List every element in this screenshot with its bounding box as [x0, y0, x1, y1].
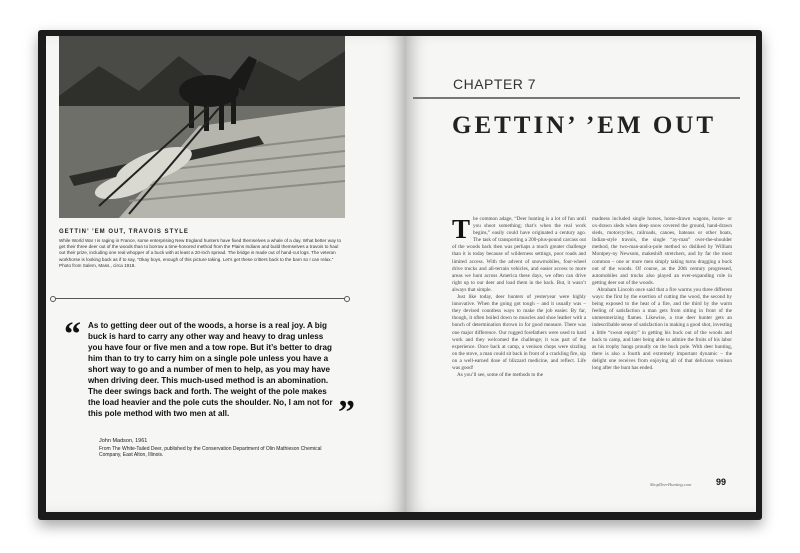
section-divider — [50, 296, 350, 302]
quote-attribution-source: From The White-Tailed Deer, published by the Conservation Department of Olin Mathieson Chemical Company, East Alton, Illinois. — [99, 446, 322, 459]
body-column-2 — [592, 216, 732, 372]
drop-cap: T — [452, 214, 471, 244]
chapter-rule — [413, 97, 740, 99]
historical-photo — [59, 36, 345, 218]
paragraph: The common adage, “Deer hunting is a lot of fun until you shoot something; that’s when the real work begins,” easily could have originated a century ago. The task of transporting a 200-plus-pound carcass out of the woods back then was perhaps a much greater challenge than it is today because of wilderness settings, poor roads and limited access. With the advent of snowmobiles, four-wheel drive trucks and all-terrain vehicles, and easier access to more areas we hunt across America these days, we often can drive right up to our deer and load them in the back. But, it wasn’t always that simple. — [452, 214, 586, 293]
photo-illustration — [59, 36, 345, 218]
pull-quote: As to getting deer out of the woods, a horse is a real joy. A big buck is hard to carry any other way and heavy to drag unless you have four or five men and a tow rope. But it’s better to drag him than to try to carry him on a single pole unless you have a short way to go and a number of men to help, as you may have when driving deer. This much-used method is an abomination. The deer swings back and forth. The weight of the pole makes the load heavier and the pole cuts the shoulder. No, I am not for this pole method with two men at all. — [88, 321, 333, 418]
photo-caption-body: While World War I is raging in France, some enterprising New England hunters have fixed themselves a whale of a day. What better way to get their three deer out of the woods than to borrow a time-honored method from the Plains Indians and build themselves a travois to haul out their prize, including one real whopper of a buck with at least a 20-inch spread. The bridge is made out of hand-cut logs. The veteran workhorse is looking back as if to say, “Okay boys, enough of this picture taking. Let’s get these critters back to the barn so I can relax.” Photo from Salem, Mass., circa 1918. — [59, 238, 342, 268]
paragraph: Just like today, deer hunters of yesteryear were highly innovative. When the going got tough – and it usually was – they devised countless ways to make the job easier. By far, though, it often boiled down to muscles and shoe leather with a bunch of determination thrown in for good measure. There was one major difference. Our rugged forefathers were used to hard work and they welcomed the challenge; it was part of the experience. Once back at camp, a venison chops were sizzling on the stove, a man could sit back in front of a crackling fire, sip on a well-earned dose of blizzard medicine, and reflect. Life was good! — [452, 294, 586, 371]
photo-caption-title: GETTIN’ ’EM OUT, TRAVOIS STYLE — [59, 229, 189, 235]
footer-url: ShopDeerHunting.com — [650, 482, 692, 487]
close-quote-mark: ” — [338, 394, 355, 431]
chapter-label: CHAPTER 7 — [453, 76, 537, 92]
paragraph: madness included single horses, horse-drawn wagons, horse- or ox-drawn sleds when deep snow covered the ground, hand-drawn sleds, motorcycles, railroads, canoes, bateaus or other boats, Indian-style travois, the single “ay-man” over-the-shoulder method, the two-man-and-a-pole method so disliked by William Montpey-ny Newsom, makeshift stretchers, and by far the most common – one or more men simply taking turns dragging a buck out of the woods. Of course, as the 20th century progressed, automobiles and trucks also played an ever-expanding role in getting deer out of the woods. — [592, 216, 732, 286]
paragraph: As you’ll see, some of the methods to the — [457, 372, 544, 379]
quote-attribution-name: John Madson, 1961 — [99, 438, 148, 444]
open-quote-mark: “ — [64, 316, 81, 353]
paragraph: Abraham Lincoln once said that a fire warms you three different ways: the first by the exertion of cutting the wood, the second by being exposed to the heat of a fire, and the third by the warm feeling of satisfaction a man gets from sitting in front of the unmesmerizing flames. Likewise, a true deer hunter gets an indescribable sense of satisfaction in making a good shot, investing a little “sweat equity” in getting his buck out of the woods and back to camp, and later being able to admire the fruits of his labor as his trophy hangs proudly on the buck pole. With deer hunting, there is also a fourth and extremely important dynamic – the delight one receives from enjoying all of that delicious venison long after the hunt has ended. — [592, 286, 732, 371]
chapter-title: GETTIN’ ’EM OUT — [452, 112, 716, 139]
page-number: 99 — [716, 477, 727, 487]
body-column-1 — [452, 216, 586, 379]
